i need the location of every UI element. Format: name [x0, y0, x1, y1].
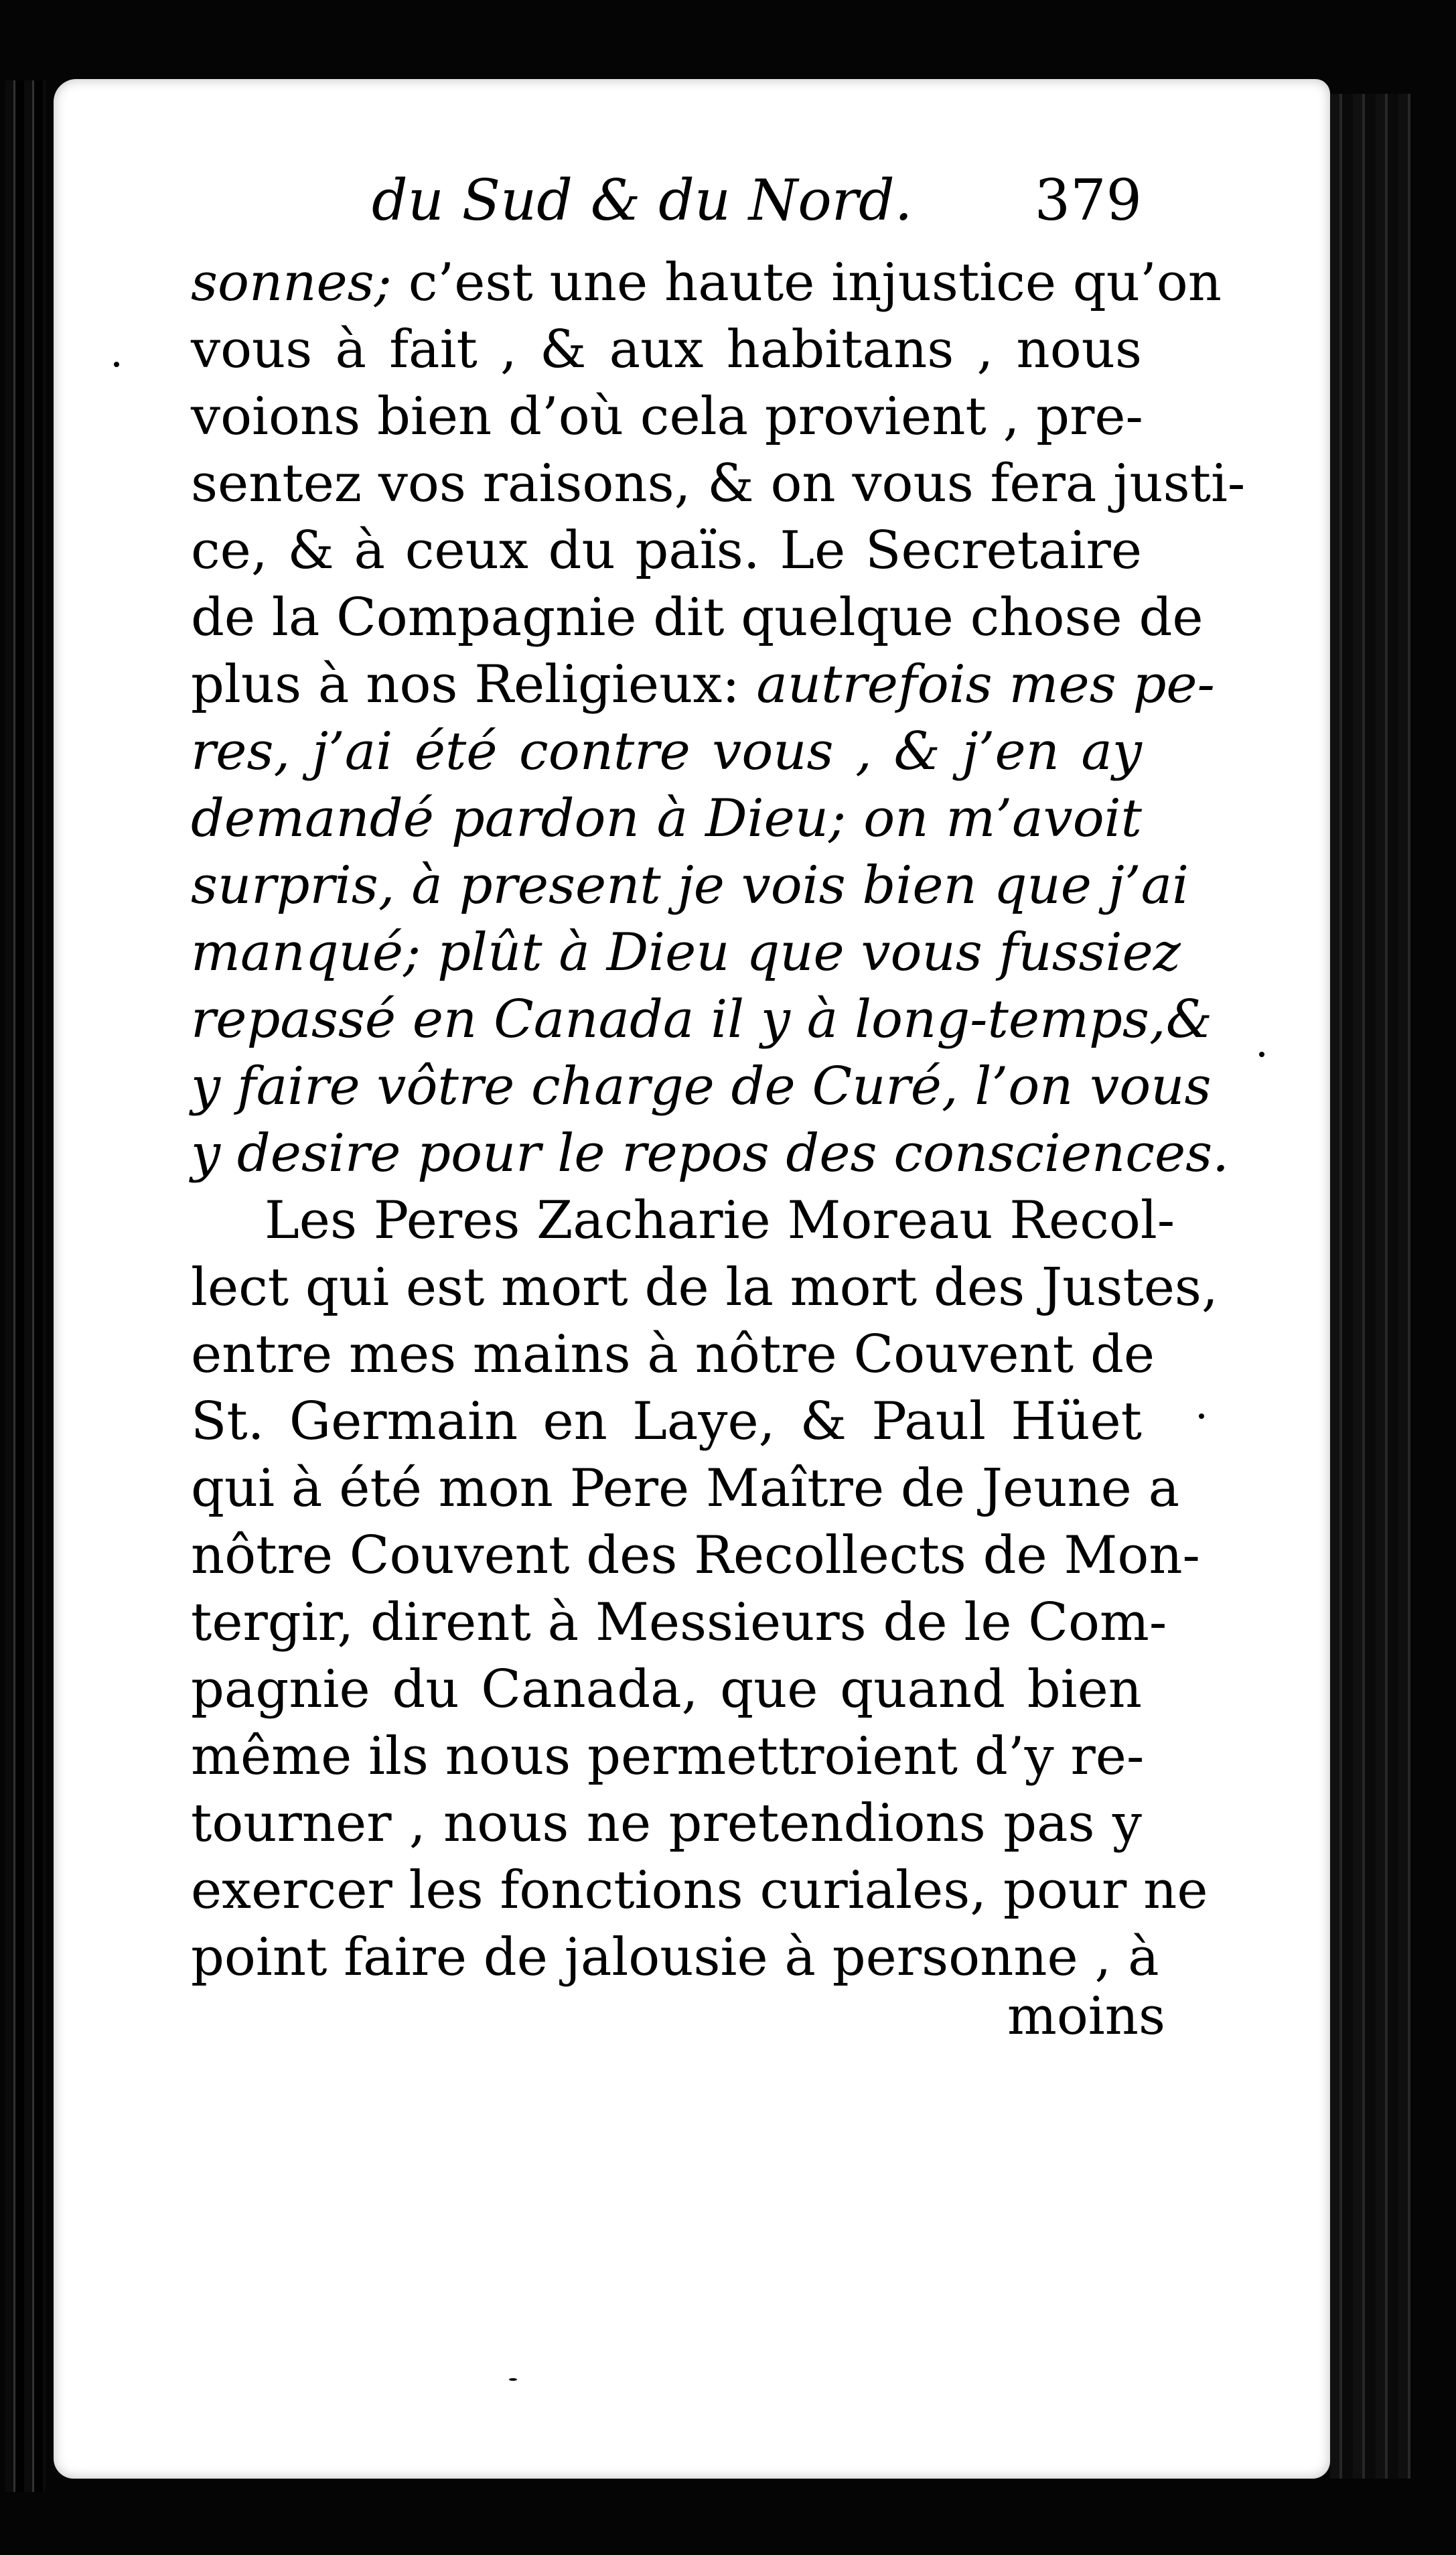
- text-line-13: y faire vôtre charge de Curé, l’on vous: [191, 1056, 1212, 1117]
- text-line-26: point faire de jalousie à personne , à: [191, 1927, 1159, 1988]
- text-line-18: St. Germain en Laye, & Paul Hüet: [191, 1391, 1142, 1452]
- text-line-11: manqué; plût à Dieu que vous fussiez: [191, 922, 1181, 983]
- text-line-5: ce, & à ceux du païs. Le Secretaire: [191, 521, 1142, 581]
- body-text: [191, 249, 1246, 1991]
- text-line-8: res, j’ai été contre vous , & j’en ay: [191, 721, 1142, 782]
- text-line-4: sentez vos raisons, & on vous fera justi-: [191, 454, 1246, 514]
- text-line-20: nôtre Couvent des Recollects de Mon-: [191, 1525, 1200, 1586]
- text-line-14: y desire pour le repos des consciences.: [191, 1123, 1229, 1184]
- text-line-22: pagnie du Canada, que quand bien: [191, 1659, 1142, 1720]
- text-line-17: entre mes mains à nôtre Couvent de: [191, 1324, 1155, 1385]
- text-line-6: de la Compagnie dit quelque chose de: [191, 588, 1204, 648]
- text-line-23: même ils nous permettroient d’y re-: [191, 1726, 1145, 1787]
- text-line-3: voions bien d’où cela provient , pre-: [191, 387, 1143, 447]
- text-line-21: tergir, dirent à Messieurs de le Com-: [191, 1592, 1167, 1653]
- right-page-edge: [1330, 94, 1410, 2479]
- ink-speck: [509, 2378, 517, 2381]
- text-line-9: demandé pardon à Dieu; on m’avoit: [191, 788, 1142, 849]
- text-line-25: exercer les fonctions curiales, pour ne: [191, 1860, 1208, 1921]
- text-line-2: vous à fait , & aux habitans , nous: [191, 320, 1142, 380]
- text-line-12: repassé en Canada il y à long-temps,&: [191, 989, 1213, 1050]
- text-line-24: tourner , nous ne pretendions pas y: [191, 1793, 1142, 1854]
- catchword: moins: [1007, 1986, 1165, 2047]
- text-line-10: surpris, à present je vois bien que j’ai: [191, 855, 1189, 916]
- running-title: du Sud & du Nord.: [372, 167, 913, 233]
- ink-speck: [1199, 1413, 1204, 1419]
- page-number: 379: [1034, 167, 1142, 233]
- ink-speck: [1259, 1052, 1264, 1057]
- text-line-19: qui à été mon Pere Maître de Jeune a: [191, 1458, 1180, 1519]
- text-line-16: lect qui est mort de la mort des Justes,: [191, 1257, 1218, 1318]
- text-line-1: sonnes; c’est une haute injustice qu’on: [191, 253, 1222, 313]
- running-head: [372, 154, 1142, 241]
- text-line-7: plus à nos Religieux: autrefois mes pe-: [191, 654, 1215, 715]
- text-line-15: Les Peres Zacharie Moreau Recol-: [265, 1190, 1175, 1251]
- ink-speck: [114, 362, 119, 367]
- left-page-edge: [5, 80, 46, 2492]
